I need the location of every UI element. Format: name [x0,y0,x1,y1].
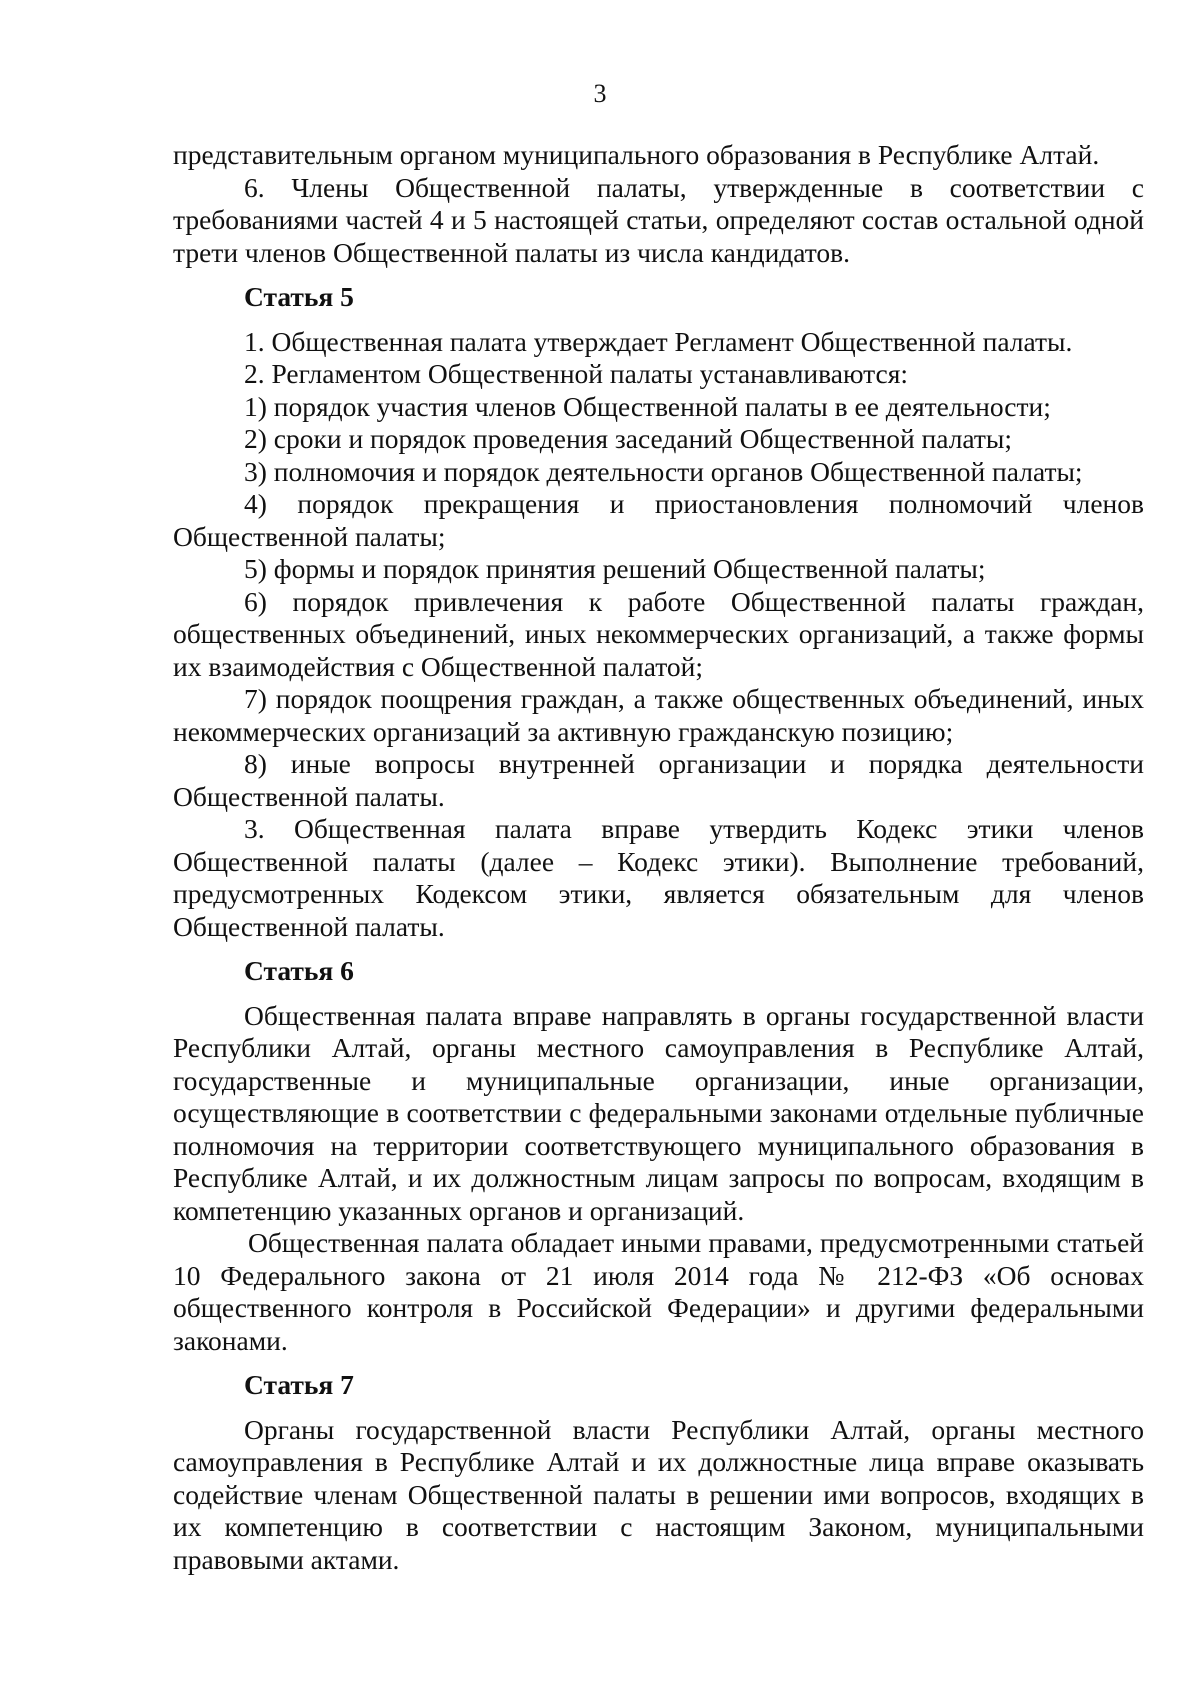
article-5-paragraph: 1. Общественная палата утверждает Регламент Общественной палаты. [244,325,1073,357]
article-5-paragraph: 1) порядок участия членов Общественной палаты в ее деятельности; [244,390,1051,422]
article-7-paragraph: Органы государственной власти Республики Алтай, органы местного самоуправления в Республике Алтай и их должностные лица вправе оказывать содействие членам Общественной палаты в решении ими вопросов, входящих в их компетенцию в соответствии с настоящим Законом, муниципальными правовыми актами. [173,1413,1144,1575]
article-5-paragraph: 3. Общественная палата вправе утвердить Кодекс этики членов Общественной палаты (далее – Кодекс этики). Выполнение требований, предусмотренных Кодексом этики, является обязательным для членов Общественной палаты. [173,813,1144,942]
intro-paragraph-6: 6. Члены Общественной палаты, утвержденные в соответствии с требованиями частей 4 и 5 настоящей статьи, определяют состав остальной одной трети членов Общественной палаты из числа кандидатов. [173,171,1144,268]
article-7-heading: Статья 7 [244,1369,354,1400]
article-5-paragraph: 7) порядок поощрения граждан, а также общественных объединений, иных некоммерческих организаций за активную гражданскую позицию; [173,683,1144,747]
article-5-paragraph: 3) полномочия и порядок деятельности органов Общественной палаты; [244,455,1083,487]
article-6-heading: Статья 6 [244,955,354,986]
article-5-paragraph: 6) порядок привлечения к работе Общественной палаты граждан, общественных объединений, иных некоммерческих организаций, а также формы их взаимодействия с Общественной палатой; [173,585,1144,682]
article-5-paragraph: 2. Регламентом Общественной палаты устанавливаются: [244,358,908,389]
page-number: 3 [593,79,607,108]
document-body [173,139,1144,1576]
intro-continuation: представительным органом муниципального образования в Республике Алтай. [173,139,1100,170]
article-5-paragraph: 5) формы и порядок принятия решений Общественной палаты; [244,553,986,584]
article-6-paragraph: Общественная палата обладает иными правами, предусмотренными статьей 10 Федерального закона от 21 июля 2014 года № 212-ФЗ «Об основах общественного контроля в Российской Федерации» и другими федеральными законами. [173,1227,1144,1356]
article-5-paragraph: 8) иные вопросы внутренней организации и порядка деятельности Общественной палаты. [173,748,1144,812]
article-5-paragraph: 4) порядок прекращения и приостановления полномочий членов Общественной палаты; [173,488,1144,552]
article-5-heading: Статья 5 [244,281,354,312]
article-6-paragraph: Общественная палата вправе направлять в органы государственной власти Республики Алтай, органы местного самоуправления в Республике Алтай, государственные и муниципальные организации, иные организации, осуществляющие в соответствии с федеральными законами отдельные публичные полномочия на территории соответствующего муниципального образования в Республике Алтай, и их должностным лицам запросы по вопросам, входящим в компетенцию указанных органов и организаций. [173,999,1144,1226]
article-5-paragraph: 2) сроки и порядок проведения заседаний Общественной палаты; [244,423,1013,454]
